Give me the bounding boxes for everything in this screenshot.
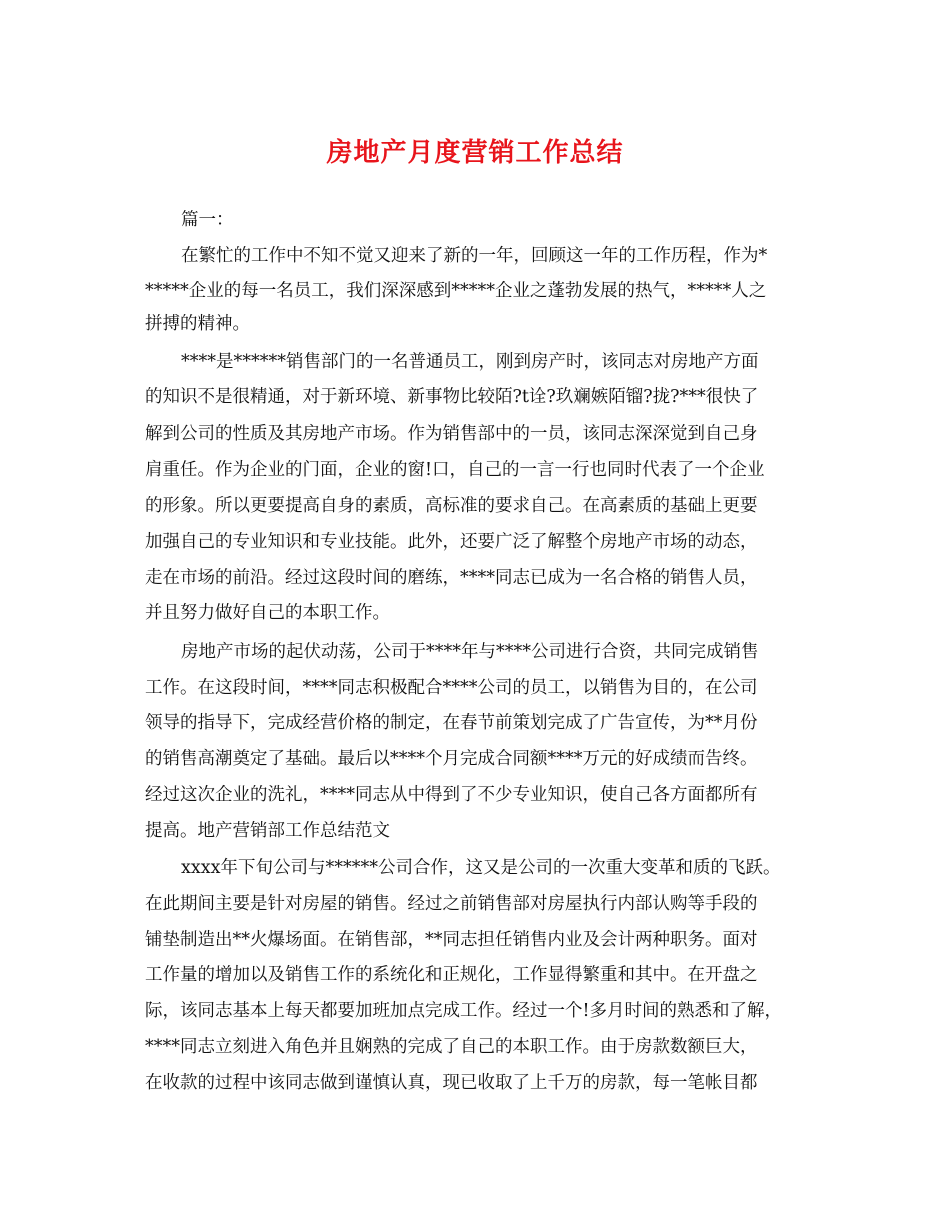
text-line: 篇一： [181, 210, 234, 230]
text-line: 在繁忙的工作中不知不觉又迎来了新的一年，回顾这一年的工作历程，作为* [181, 246, 768, 266]
text-line: ****同志立刻进入角色并且娴熟的完成了自己的本职工作。由于房款数额巨大， [145, 1037, 758, 1057]
text-line: *****企业的每一名员工，我们深深感到*****企业之蓬勃发展的热气，*****人之 [145, 281, 767, 301]
text-line: 房地产市场的起伏动荡，公司于****年与****公司进行合资，共同完成销售 [181, 642, 759, 662]
text-line: 肩重任。作为企业的门面，企业的窗!口，自己的一言一行也同时代表了一个企业 [145, 460, 765, 480]
text-line: 在此期间主要是针对房屋的销售。经过之前销售部对房屋执行内部认购等手段的 [145, 894, 758, 914]
text-line: 并且努力做好自己的本职工作。 [145, 603, 390, 623]
text-line: 在收款的过程中该同志做到谨慎认真，现已收取了上千万的房款，每一笔帐目都 [145, 1073, 758, 1093]
text-line: 领导的指导下，完成经营价格的制定，在春节前策划完成了广告宣传，为**月份 [145, 713, 758, 733]
text-line: 际，该同志基本上每天都要加班加点完成工作。经过一个!多月时间的熟悉和了解， [145, 1001, 783, 1021]
document-title: 房地产月度营销工作总结 [326, 138, 624, 168]
text-line: ****是******销售部门的一名普通员工，刚到房产时，该同志对房地产方面 [181, 352, 759, 372]
text-line: xxxx年下旬公司与******公司合作，这又是公司的一次重大变革和质的飞跃。 [181, 858, 781, 878]
text-line: 的销售高潮奠定了基础。最后以****个月完成合同额****万元的好成绩而告终。 [145, 749, 758, 769]
text-line: 经过这次企业的洗礼，****同志从中得到了不少专业知识，使自己各方面都所有 [145, 785, 758, 805]
text-line: 加强自己的专业知识和专业技能。此外，还要广泛了解整个房地产市场的动态， [145, 532, 758, 552]
text-line: 工作量的增加以及销售工作的系统化和正规化，工作显得繁重和其中。在开盘之 [145, 965, 758, 985]
text-line: 铺垫制造出**火爆场面。在销售部，**同志担任销售内业及会计两种职务。面对 [145, 930, 758, 950]
text-line: 的形象。所以更要提高自身的素质，高标准的要求自己。在高素质的基础上更要 [145, 496, 758, 516]
text-line: 的知识不是很精通，对于新环境、新事物比较陌?t诠?玖斓嫉陌镏?拢?***很快了 [145, 387, 759, 407]
text-line: 提高。地产营销部工作总结范文 [145, 821, 390, 841]
text-line: 工作。在这段时间，****同志积极配合****公司的员工，以销售为目的，在公司 [145, 678, 758, 698]
text-line: 解到公司的性质及其房地产市场。作为销售部中的一员，该同志深深觉到自己身 [145, 424, 758, 444]
text-line: 走在市场的前沿。经过这段时间的磨练，****同志已成为一名合格的销售人员， [145, 568, 758, 588]
text-line: 拼搏的精神。 [145, 314, 250, 334]
